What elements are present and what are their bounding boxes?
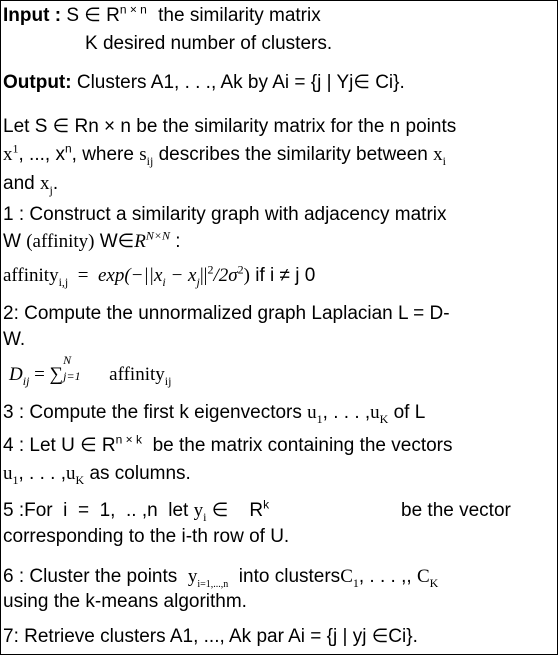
affinity-minus: − x <box>165 265 197 286</box>
step4-u1-sub: 1 <box>12 472 19 487</box>
step5-a: 5 :For i = 1, .. ,n let <box>3 500 194 521</box>
step3-line <box>3 402 425 424</box>
d-sub: ij <box>22 373 30 388</box>
affinity-xj-sub: j <box>196 274 200 289</box>
degree-affinity-sub: ij <box>164 373 172 388</box>
s-symbol: s <box>139 144 147 165</box>
xj-sub: j <box>49 182 53 197</box>
step4-rest: be the matrix containing the vectors <box>142 435 453 456</box>
step4-uk-sub: K <box>75 472 85 487</box>
step5-vector-text: be the vector <box>401 500 511 521</box>
affinity-word: (affinity) <box>26 231 95 252</box>
intro-and: and <box>3 173 40 194</box>
intro-end: . <box>52 173 59 194</box>
step6-y: y <box>187 566 198 587</box>
d-symbol: D <box>9 364 23 385</box>
step3-text: 3 : Compute the first k eigenvectors <box>3 402 308 423</box>
u1-symbol: u <box>307 402 317 423</box>
step1-colon: : <box>169 231 181 252</box>
affinity-div: /2σ <box>213 265 238 286</box>
x1-symbol: x <box>3 144 13 165</box>
affinity-cond: if i ≠ j 0 <box>249 265 316 286</box>
affinity-sub: i,j <box>58 274 69 289</box>
intro-desc: describes the similarity between <box>153 144 434 165</box>
output-text: Clusters A1, . . ., Ak by Ai = {j | Yj∈ Ci}. <box>76 72 405 93</box>
output-line <box>3 72 405 94</box>
intro-line-3 <box>3 173 58 195</box>
intro-line-2 <box>3 141 446 168</box>
step4-end: as columns. <box>84 463 191 484</box>
degree-eq: = ∑ <box>29 364 64 385</box>
uk-sub: K <box>379 411 389 426</box>
input-s-decl: S ∈ R <box>66 5 120 26</box>
step1-line-2 <box>3 228 181 253</box>
step4-text: 4 : Let U ∈ R <box>3 435 116 456</box>
uk-symbol: u <box>370 402 380 423</box>
step3-dots: , . . . , <box>322 402 371 423</box>
degree-formula <box>9 353 172 388</box>
step2-line-2: W. <box>3 329 26 350</box>
step1-line-1: 1 : Construct a similarity graph with adjacency matrix <box>3 204 447 225</box>
affinity-name: affinity <box>3 265 59 286</box>
step5-in: ∈ R <box>206 500 264 521</box>
step3-end: of L <box>388 402 426 423</box>
affinity-norm: || <box>199 265 208 286</box>
x1-sup: 1 <box>12 141 19 156</box>
affinity-sq: 2 <box>207 262 214 277</box>
sum-sup: N <box>63 353 72 367</box>
affinity-xi-sub: i <box>162 274 166 289</box>
intro-line-1: Let S ∈ Rn × n be the similarity matrix for the n points <box>3 116 457 137</box>
s-sub: ij <box>146 153 154 168</box>
intro-mid: , ..., x <box>18 144 65 165</box>
step6-y-sub: i=1,...,n <box>197 578 229 590</box>
step5-line-1 <box>3 497 270 524</box>
c1-sub: 1 <box>352 575 359 590</box>
output-label: Output: <box>3 72 72 93</box>
affinity-close: ) <box>243 265 250 286</box>
affinity-exp: exp(−||x <box>97 265 163 286</box>
step5-y: y <box>193 500 204 521</box>
step5-y-sub: i <box>203 509 207 524</box>
affinity-formula <box>3 262 316 289</box>
step6-line-1 <box>3 566 438 588</box>
intro-where: , where <box>71 144 140 165</box>
input-s-sup: n × n <box>119 2 147 17</box>
step4-u1: u <box>3 463 13 484</box>
r-sup: N×N <box>145 228 170 243</box>
ck-sub: K <box>429 575 439 590</box>
sum-sub: j=1 <box>63 369 81 383</box>
step4-dots: , . . . , <box>18 463 67 484</box>
w-in: W∈ <box>94 231 135 252</box>
u1-sub: 1 <box>316 411 323 426</box>
c1-symbol: C <box>340 566 353 587</box>
r-symbol: R <box>134 231 146 252</box>
step4-line-1 <box>3 432 453 457</box>
input-k-line: K desired number of clusters. <box>85 33 333 54</box>
step4-line-2 <box>3 463 191 485</box>
input-line <box>3 2 321 27</box>
step2-line-1: 2: Compute the unnormalized graph Laplacian L = D- <box>3 303 450 324</box>
xn-sup: n <box>64 141 72 156</box>
step4-uk: u <box>66 463 76 484</box>
sum-limits <box>63 353 87 383</box>
step5-line-2: corresponding to the i-th row of U. <box>3 526 290 547</box>
step6-dots: , . . . ,, <box>358 566 417 587</box>
xi-symbol: x <box>433 144 443 165</box>
xj-symbol: x <box>39 173 50 194</box>
xi-sub: i <box>442 153 446 168</box>
step6-b: into clusters <box>228 566 341 587</box>
input-s-desc: the similarity matrix <box>158 5 321 26</box>
step6-line-2: using the k-means algorithm. <box>3 591 247 612</box>
step6-a: 6 : Cluster the points <box>3 566 188 587</box>
ck-symbol: C <box>416 566 430 587</box>
degree-affinity: affinity <box>109 364 165 385</box>
w-symbol: W <box>3 231 27 252</box>
input-label: Input : <box>3 5 62 26</box>
step7-line: 7: Retrieve clusters A1, ..., Ak par Ai = {j | yj ∈Ci}. <box>3 626 418 647</box>
step5-k-sup: k <box>263 497 270 512</box>
affinity-sq2: 2 <box>237 262 244 277</box>
step4-sup: n × k <box>115 432 143 447</box>
affinity-eq: = <box>68 265 98 286</box>
